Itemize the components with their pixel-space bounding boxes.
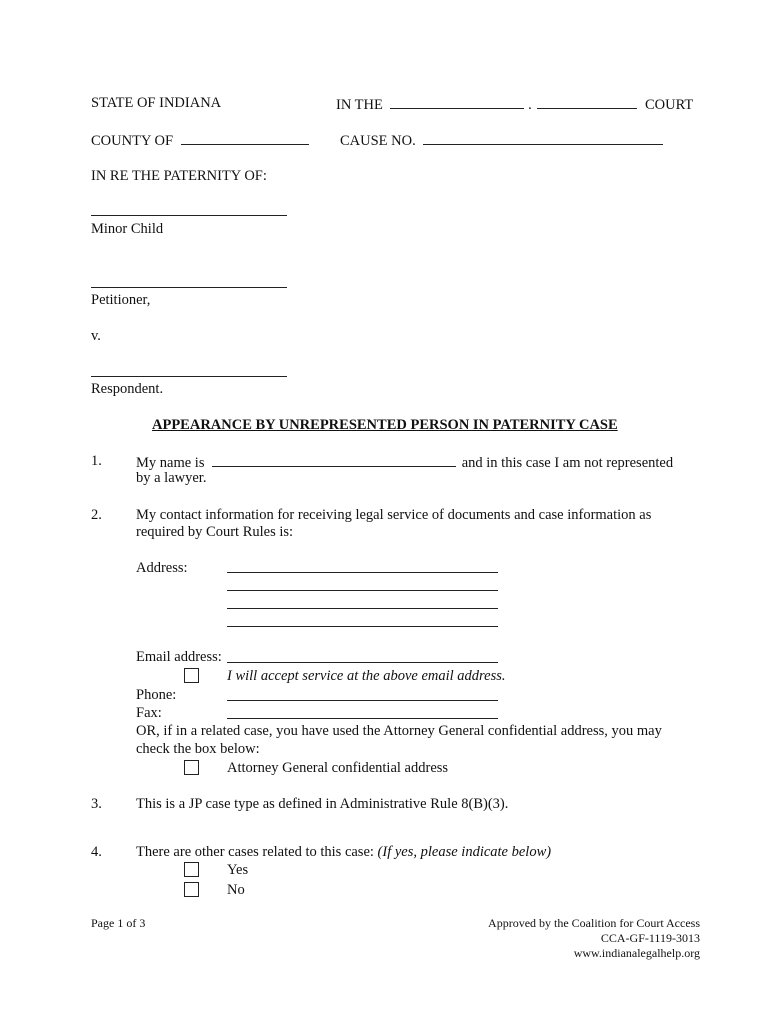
address-line-3[interactable]	[227, 608, 498, 609]
not-represented-text: and in this case I am not represented	[461, 455, 674, 471]
county-line	[91, 130, 309, 150]
county-field[interactable]	[181, 130, 309, 145]
form-id: CCA-GF-1119-3013	[600, 931, 700, 945]
minor-child-label: Minor Child	[91, 221, 164, 237]
cause-no-label: CAUSE NO.	[340, 133, 416, 149]
petitioner-label: Petitioner,	[91, 292, 151, 308]
item-2-text: My contact information for receiving legal service of documents and case information as	[136, 507, 652, 523]
cause-no-field[interactable]	[423, 130, 663, 145]
court-line: IN THE . COURT	[336, 94, 693, 114]
address-label: Address:	[136, 560, 188, 576]
item-1-number: 1.	[91, 453, 102, 469]
county-label: COUNTY OF	[91, 133, 174, 149]
yes-label: Yes	[227, 862, 249, 878]
respondent-label: Respondent.	[91, 381, 164, 397]
related-cases-instruction: (If yes, please indicate below)	[377, 844, 552, 860]
address-line-2[interactable]	[227, 590, 498, 591]
cause-line	[340, 130, 663, 150]
minor-child-field[interactable]	[91, 215, 287, 216]
item-3-number: 3.	[91, 796, 102, 812]
item-2-continuation: required by Court Rules is:	[136, 524, 294, 540]
my-name-label: My name is	[136, 455, 205, 471]
item-1-continuation: by a lawyer.	[136, 470, 207, 486]
court-label: COURT	[644, 97, 694, 113]
in-re-label: IN RE THE PATERNITY OF:	[91, 168, 267, 184]
item-1-line	[136, 452, 673, 472]
phone-label: Phone:	[136, 687, 177, 703]
item-3-text: This is a JP case type as defined in Administrative Rule 8(B)(3).	[136, 796, 509, 812]
fax-field[interactable]	[227, 718, 498, 719]
state-label: STATE OF INDIANA	[91, 95, 222, 111]
respondent-field[interactable]	[91, 376, 287, 377]
yes-checkbox[interactable]	[184, 862, 199, 877]
or-continuation: check the box below:	[136, 741, 260, 757]
in-the-label: IN THE	[336, 97, 383, 113]
court-name-field[interactable]	[390, 94, 524, 109]
approved-text: Approved by the Coalition for Court Access	[488, 916, 700, 930]
versus-label: v.	[91, 328, 101, 344]
item-2-number: 2.	[91, 507, 102, 523]
email-label: Email address:	[136, 649, 222, 665]
accept-service-label: I will accept service at the above email address.	[227, 668, 506, 684]
page-number: Page 1 of 3	[91, 916, 146, 930]
item-4-number: 4.	[91, 844, 102, 860]
document-title: APPEARANCE BY UNREPRESENTED PERSON IN PATERNITY CASE	[152, 417, 618, 433]
ag-confidential-label: Attorney General confidential address	[227, 760, 449, 776]
no-checkbox[interactable]	[184, 882, 199, 897]
accept-service-checkbox[interactable]	[184, 668, 199, 683]
item-4-line	[136, 843, 551, 861]
related-cases-text: There are other cases related to this case:	[136, 844, 374, 860]
name-field[interactable]	[212, 452, 456, 467]
ag-confidential-checkbox[interactable]	[184, 760, 199, 775]
court-number-field[interactable]	[537, 94, 637, 109]
address-line-4[interactable]	[227, 626, 498, 627]
fax-label: Fax:	[136, 705, 162, 721]
petitioner-field[interactable]	[91, 287, 287, 288]
email-field[interactable]	[227, 662, 498, 663]
no-label: No	[227, 882, 245, 898]
website-link[interactable]: www.indianalegalhelp.org	[573, 946, 700, 960]
phone-field[interactable]	[227, 700, 498, 701]
address-line-1[interactable]	[227, 572, 498, 573]
or-text: OR, if in a related case, you have used the Attorney General confidential address, you may	[136, 723, 662, 739]
